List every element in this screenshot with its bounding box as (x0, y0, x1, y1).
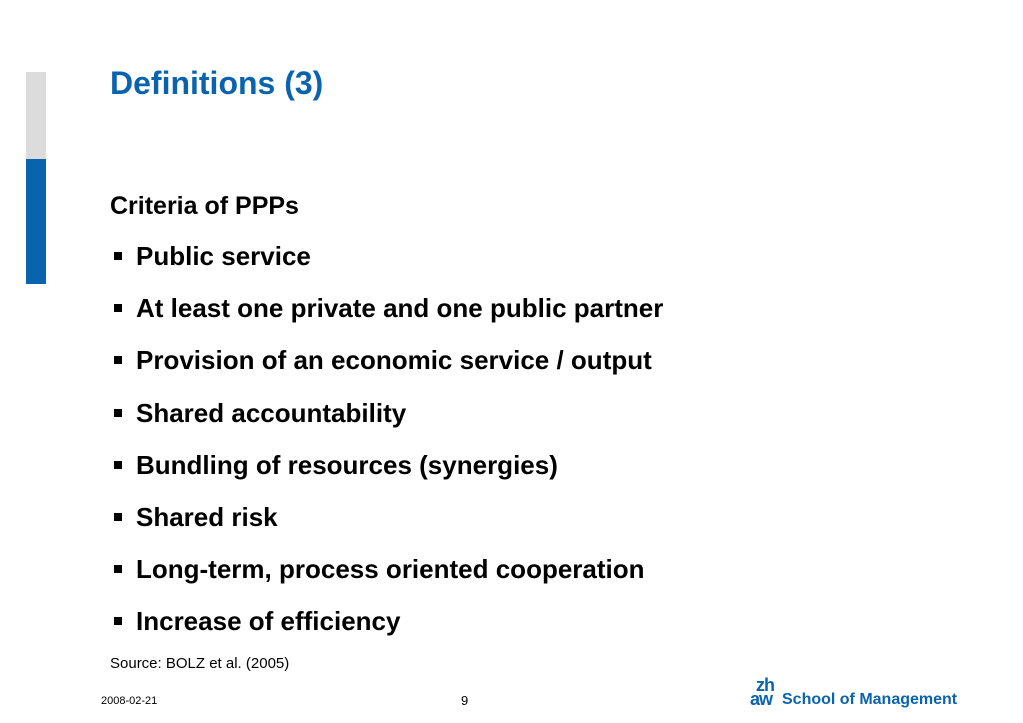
square-bullet-icon (114, 304, 122, 312)
criteria-item-label: Increase of efficiency (136, 606, 401, 637)
source-citation: Source: BOLZ et al. (2005) (110, 655, 290, 672)
square-bullet-icon (114, 461, 122, 469)
criteria-item-label: Bundling of resources (synergies) (136, 449, 558, 480)
page-number: 9 (461, 693, 469, 708)
criteria-item (110, 395, 663, 447)
zhaw-logo (750, 675, 958, 712)
criteria-item-label: Provision of an economic service / output (136, 345, 652, 376)
criteria-item (110, 603, 663, 655)
side-accent-bar-gray (26, 72, 46, 159)
criteria-item-label: Public service (136, 241, 311, 271)
zhaw-logo-mark (750, 675, 782, 712)
criteria-item (110, 499, 663, 551)
logo-text: School of Management (782, 691, 958, 708)
criteria-item-label: Shared risk (136, 501, 278, 532)
criteria-item-label: Shared accountability (136, 397, 407, 428)
criteria-item (110, 238, 663, 290)
criteria-item (110, 551, 663, 603)
square-bullet-icon (114, 252, 122, 260)
footer-date: 2008-02-21 (101, 695, 158, 707)
square-bullet-icon (114, 409, 122, 417)
logo-mark-bottom: aw (750, 689, 773, 709)
logo-mark-top: zh (756, 675, 774, 695)
criteria-item (110, 342, 663, 394)
criteria-list (110, 238, 663, 656)
square-bullet-icon (114, 356, 122, 364)
criteria-item (110, 290, 663, 342)
slide-title: Definitions (3) (110, 65, 324, 101)
square-bullet-icon (114, 565, 122, 573)
square-bullet-icon (114, 513, 122, 521)
criteria-item-label: At least one private and one public partner (136, 293, 664, 324)
criteria-item-label: Long-term, process oriented cooperation (136, 554, 645, 585)
slide-subtitle: Criteria of PPPs (110, 192, 299, 220)
criteria-item (110, 447, 663, 499)
side-accent-bar-blue (26, 159, 46, 284)
square-bullet-icon (114, 617, 122, 625)
